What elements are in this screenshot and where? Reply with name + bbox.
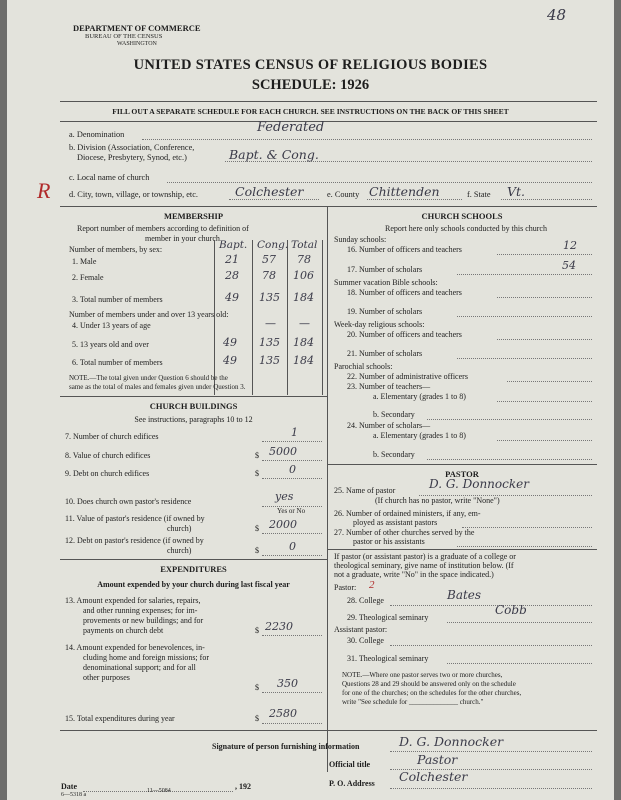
pastor-note-4: write "See schedule for ______________ church." (342, 698, 484, 706)
dotted-line (262, 723, 322, 724)
dollar-sign: $ (255, 546, 259, 555)
q16-label: 16. Number of officers and teachers (347, 245, 462, 254)
dollar-sign: $ (255, 469, 259, 478)
dotted-line (427, 459, 592, 460)
residence-value-label-2: church) (167, 524, 192, 533)
dotted-line (262, 692, 322, 693)
rule (60, 121, 597, 122)
city-value: Colchester (235, 184, 304, 199)
state-value: Vt. (507, 184, 526, 199)
q15-value: 2580 (269, 707, 297, 720)
dotted-line (262, 478, 322, 479)
q27-line-2: pastor or his assistants (353, 537, 425, 546)
membership-note-2: same as the total of males and females given under Question 3. (69, 383, 246, 391)
total6-total: 184 (293, 354, 314, 367)
pastor-note-2: Questions 28 and 29 should be answered only on the schedule (342, 680, 516, 688)
denomination-value: Federated (257, 120, 325, 135)
form-number: 6—5318 a (61, 792, 87, 798)
col-rule (322, 240, 323, 395)
dotted-line (497, 401, 592, 402)
rule (60, 101, 597, 102)
over-13-bapt: 49 (223, 336, 237, 349)
dotted-line (497, 339, 592, 340)
residence-debt-label-1: 12. Debt on pastor's residence (if owned by (65, 536, 204, 545)
dotted-line (167, 182, 592, 183)
male-total: 78 (297, 253, 311, 266)
q26-line-1: 26. Number of ordained ministers, if any, em- (334, 509, 481, 518)
residence-value: 2000 (269, 518, 297, 531)
q25-note: (If church has no pastor, write "None") (375, 496, 500, 505)
total-members-6-label: 6. Total number of members (72, 358, 163, 367)
dotted-line (457, 274, 592, 275)
q24a-label: a. Elementary (grades 1 to 8) (373, 431, 466, 440)
expenditures-heading: EXPENDITURES (160, 564, 227, 574)
total-members-label: 3. Total number of members (72, 295, 163, 304)
q26-line-2: ployed as assistant pastors (353, 518, 438, 527)
dotted-line (427, 419, 592, 420)
rule (327, 464, 597, 465)
po-address-label: P. O. Address (329, 779, 375, 788)
edifice-value: 5000 (269, 445, 297, 458)
dollar-sign: $ (255, 451, 259, 460)
q14-line-2: cluding home and foreign missions; for (83, 653, 209, 662)
pastor-heading: PASTOR (445, 469, 479, 479)
schools-heading: CHURCH SCHOOLS (421, 211, 503, 221)
signature-label: Signature of person furnishing information (212, 742, 360, 751)
membership-intro-2: member in your church (145, 234, 220, 243)
membership-heading: MEMBERSHIP (163, 211, 224, 221)
edifices-value: 1 (291, 426, 298, 439)
dotted-line (497, 254, 592, 255)
seminary-value: Cobb (495, 603, 527, 617)
dotted-line (229, 199, 319, 200)
col-rule (287, 240, 288, 395)
residence-debt: 0 (289, 540, 296, 553)
pastor-note-3: for one of the churches; on the schedules for the other churches, (342, 689, 522, 697)
q24b-label: b. Secondary (373, 450, 415, 459)
q25-label: 25. Name of pastor (334, 486, 396, 495)
q13-value: 2230 (265, 620, 293, 633)
rule (60, 396, 327, 397)
q13-line-2: and other running expenses; for im- (83, 606, 198, 615)
census-form (7, 0, 614, 800)
yes-no-hint: Yes or No (277, 507, 306, 515)
q19-label: 19. Number of scholars (347, 307, 423, 316)
female-cong: 78 (262, 269, 276, 282)
county-value: Chittenden (369, 184, 440, 199)
q14-line-4: other purposes (83, 673, 130, 682)
dotted-line (507, 381, 592, 382)
form-title: UNITED STATES CENSUS OF RELIGIOUS BODIES (133, 57, 488, 73)
q13-line-3: provements or new buildings; and for (83, 616, 204, 625)
q13-line-4: payments on church debt (83, 626, 164, 635)
rule (327, 549, 597, 550)
dotted-line (262, 635, 322, 636)
signature-value: D. G. Donnocker (399, 734, 504, 749)
q20-label: 20. Number of officers and teachers (347, 330, 462, 339)
dotted-line (462, 527, 592, 528)
q22-label: 22. Number of administrative officers (347, 372, 468, 381)
dollar-sign: $ (255, 626, 259, 635)
bureau-name: BUREAU OF THE CENSUS (85, 33, 163, 40)
total-total: 184 (293, 291, 314, 304)
col-head-bapt: Bapt. (219, 239, 248, 251)
under-13-label: 4. Under 13 years of age (72, 321, 151, 330)
q23a-label: a. Elementary (grades 1 to 8) (373, 392, 466, 401)
dotted-line (142, 139, 592, 140)
dotted-line (262, 533, 322, 534)
dotted-line (457, 316, 592, 317)
pastor-sub-label: Pastor: (334, 583, 357, 592)
q23b-label: b. Secondary (373, 410, 415, 419)
dotted-line (447, 663, 592, 664)
q15-label: 15. Total expenditures during year (65, 714, 175, 723)
rule (60, 559, 327, 560)
q17-value: 54 (562, 259, 576, 272)
col-head-total: Total (291, 239, 318, 251)
total-cong: 135 (259, 291, 280, 304)
q14-line-3: denominational support; and for all (83, 663, 196, 672)
po-address-value: Colchester (399, 769, 468, 784)
under-13-cong: — (265, 317, 276, 330)
dotted-line (501, 199, 592, 200)
q13-line-1: 13. Amount expended for salaries, repairs, (65, 596, 201, 605)
dotted-line (262, 441, 322, 442)
q24-label: 24. Number of scholars— (347, 421, 431, 430)
official-title-value: Pastor (417, 752, 458, 767)
residence-debt-label-2: church) (167, 546, 192, 555)
pastor-name: D. G. Donnocker (429, 477, 529, 491)
grad-note-2: theological seminary, give name of institution below. (If (334, 561, 514, 570)
grad-note-1: If pastor (or assistant pastor) is a graduate of a college or (334, 552, 516, 561)
col-rule (252, 240, 253, 395)
female-label: 2. Female (72, 273, 104, 282)
male-cong: 57 (262, 253, 276, 266)
q17-label: 17. Number of scholars (347, 265, 423, 274)
q23-label: 23. Number of teachers— (347, 382, 431, 391)
division-label-1: b. Division (Association, Conference, (69, 143, 195, 152)
buildings-sub: See instructions, paragraphs 10 to 12 (134, 415, 253, 424)
city-label: d. City, town, village, or township, etc. (69, 190, 198, 199)
dollar-sign: $ (255, 524, 259, 533)
parochial-label: Parochial schools: (334, 362, 393, 371)
female-bapt: 28 (225, 269, 239, 282)
page-number: 48 (547, 6, 567, 24)
denomination-label: a. Denomination (69, 130, 125, 139)
weekday-label: Week-day religious schools: (334, 320, 425, 329)
column-divider (327, 206, 328, 772)
q18-label: 18. Number of officers and teachers (347, 288, 462, 297)
date-year: , 192 (235, 782, 251, 791)
dollar-sign: $ (255, 714, 259, 723)
buildings-heading: CHURCH BUILDINGS (149, 401, 238, 411)
male-bapt: 21 (225, 253, 239, 266)
total-bapt: 49 (225, 291, 239, 304)
over-13-total: 184 (293, 336, 314, 349)
over-13-label: 5. 13 years old and over (72, 340, 149, 349)
q29-label: 29. Theological seminary (347, 613, 429, 622)
dotted-line (262, 555, 322, 556)
female-total: 106 (293, 269, 314, 282)
official-title-label: Official title (329, 760, 371, 769)
local-name-label: c. Local name of church (69, 173, 150, 182)
division-label-2: Diocese, Presbytery, Synod, etc.) (77, 153, 187, 162)
residence-value-label-1: 11. Value of pastor's residence (if owned by (65, 514, 205, 523)
q30-label: 30. College (347, 636, 384, 645)
age-intro: Number of members under and over 13 years old: (69, 310, 229, 319)
total6-bapt: 49 (223, 354, 237, 367)
state-label: f. State (467, 190, 491, 199)
dotted-line (497, 297, 592, 298)
membership-intro-1: Report number of members according to definition of (77, 224, 249, 233)
dollar-sign: $ (255, 683, 259, 692)
q14-line-1: 14. Amount expended for benevolences, in- (65, 643, 205, 652)
form-instruction: FILL OUT A SEPARATE SCHEDULE FOR EACH CHURCH. SEE INSTRUCTIONS ON THE BACK OF THIS SHEET (112, 107, 509, 116)
over-13-cong: 135 (259, 336, 280, 349)
edifice-debt: 0 (289, 463, 296, 476)
dotted-line (457, 546, 592, 547)
dotted-line (457, 358, 592, 359)
bureau-city: WASHINGTON (117, 41, 157, 47)
schools-intro: Report here only schools conducted by this church (385, 224, 547, 233)
date-label: Date (61, 782, 77, 791)
male-label: 1. Male (72, 257, 97, 266)
rule (60, 206, 597, 207)
dotted-line (390, 645, 592, 646)
col-head-cong: Cong. (257, 239, 289, 251)
division-value: Bapt. & Cong. (229, 147, 319, 162)
form-subtitle: SCHEDULE: 1926 (251, 77, 370, 93)
edifice-value-label: 8. Value of church edifices (65, 451, 151, 460)
q21-label: 21. Number of scholars (347, 349, 423, 358)
membership-note-1: NOTE.—The total given under Question 6 should be the (69, 374, 228, 382)
dotted-line (367, 199, 462, 200)
residence-own-label: 10. Does church own pastor's residence (65, 497, 192, 506)
print-number: 11—5084 (147, 788, 171, 794)
q16-value: 12 (563, 239, 577, 252)
residence-own-value: yes (275, 490, 294, 503)
edifices-label: 7. Number of church edifices (65, 432, 159, 441)
dotted-line (390, 788, 592, 789)
county-label: e. County (327, 190, 360, 199)
dotted-line (390, 605, 592, 606)
dotted-line (262, 460, 322, 461)
edifice-debt-label: 9. Debt on church edifices (65, 469, 150, 478)
q31-label: 31. Theological seminary (347, 654, 429, 663)
sunday-label: Sunday schools: (334, 235, 387, 244)
total6-cong: 135 (259, 354, 280, 367)
by-sex-label: Number of members, by sex: (69, 245, 163, 254)
q28-label: 28. College (347, 596, 384, 605)
college-value: Bates (447, 588, 482, 602)
dotted-line (497, 440, 592, 441)
asst-pastor-label: Assistant pastor: (334, 625, 388, 634)
pastor-note-1: NOTE.—Where one pastor serves two or more churches, (342, 671, 503, 679)
review-mark: R (37, 178, 51, 203)
pastor-mark: 2 (369, 579, 375, 591)
expenditures-sub: Amount expended by your church during last fiscal year (97, 580, 290, 589)
summer-label: Summer vacation Bible schools: (334, 278, 438, 287)
dept-name: DEPARTMENT OF COMMERCE (73, 23, 201, 33)
under-13-total: — (299, 317, 310, 330)
q27-line-1: 27. Number of other churches served by the (334, 528, 475, 537)
rule (60, 730, 597, 731)
dotted-line (447, 622, 592, 623)
grad-note-3: not a graduate, write "No" in the space indicated.) (334, 570, 494, 579)
q14-value: 350 (277, 677, 298, 690)
